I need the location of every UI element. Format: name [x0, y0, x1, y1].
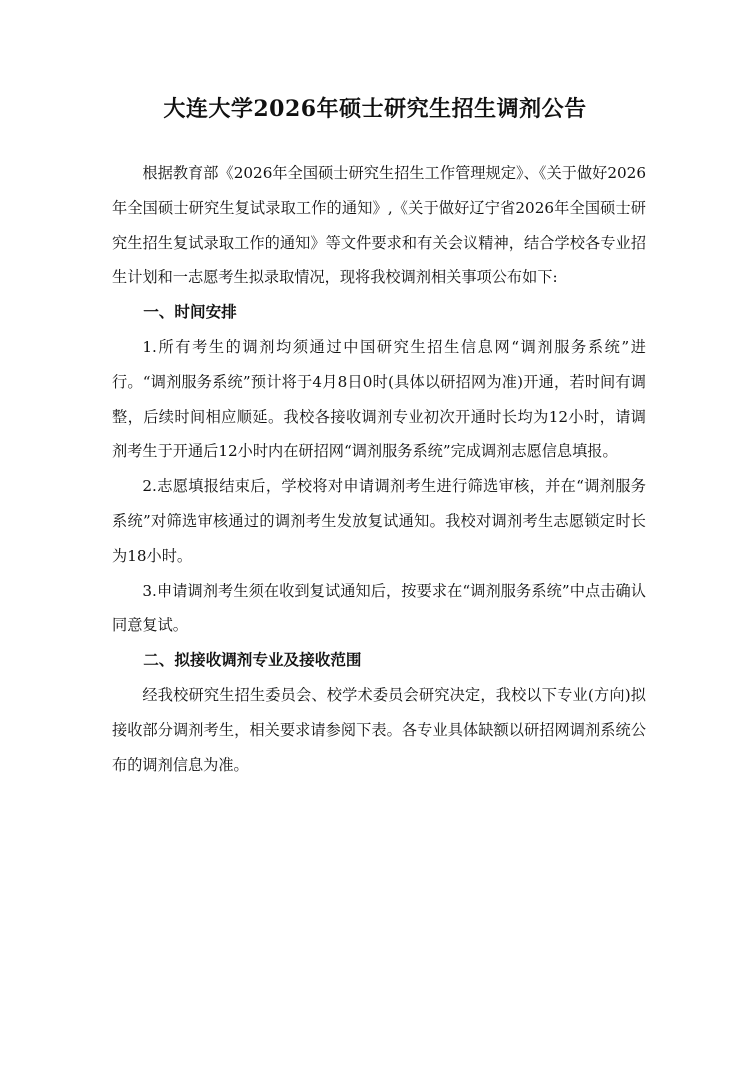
section-heading-schedule: 一、时间安排: [143, 303, 237, 322]
document-body: [112, 156, 646, 782]
page-title: 大连大学2026年硕士研究生招生调剂公告: [163, 96, 587, 122]
section-heading-majors: 二、拟接收调剂专业及接收范围: [143, 651, 362, 670]
majors-paragraph-1: 经我校研究生招生委员会、校学术委员会研究决定，我校以下专业(方向)拟接收部分调剂考生，相关要求请参阅下表。各专业具体缺额以研招网调剂系统公布的调剂信息为准。: [112, 685, 646, 774]
schedule-paragraph-3: 3.申请调剂考生须在收到复试通知后，按要求在“调剂服务系统”中点击确认同意复试。: [112, 581, 646, 635]
schedule-paragraph-1: 1.所有考生的调剂均须通过中国研究生招生信息网“调剂服务系统”进行。“调剂服务系统”预计将于4月8日0时(具体以研招网为准)开通，若时间有调整，后续时间相应顺延。我校各接收调剂专业初次开通时长均为12小时，请调剂考生于开通后12小时内在研招网“调剂服务系统”完成调剂志愿信息填报。: [112, 337, 646, 461]
schedule-paragraph-2: 2.志愿填报结束后，学校将对申请调剂考生进行筛选审核，并在“调剂服务系统”对筛选审核通过的调剂考生发放复试通知。我校对调剂考生志愿锁定时长为18小时。: [112, 477, 646, 565]
intro-paragraph: 根据教育部《2026年全国硕士研究生招生工作管理规定》、《关于做好2026年全国硕士研究生复试录取工作的通知》,《关于做好辽宁省2026年全国硕士研究生招生复试录取工作的通知》等文件要求和有关会议精神，结合学校各专业招生计划和一志愿考生拟录取情况，现将我校调剂相关事项公布如下:: [112, 164, 646, 287]
